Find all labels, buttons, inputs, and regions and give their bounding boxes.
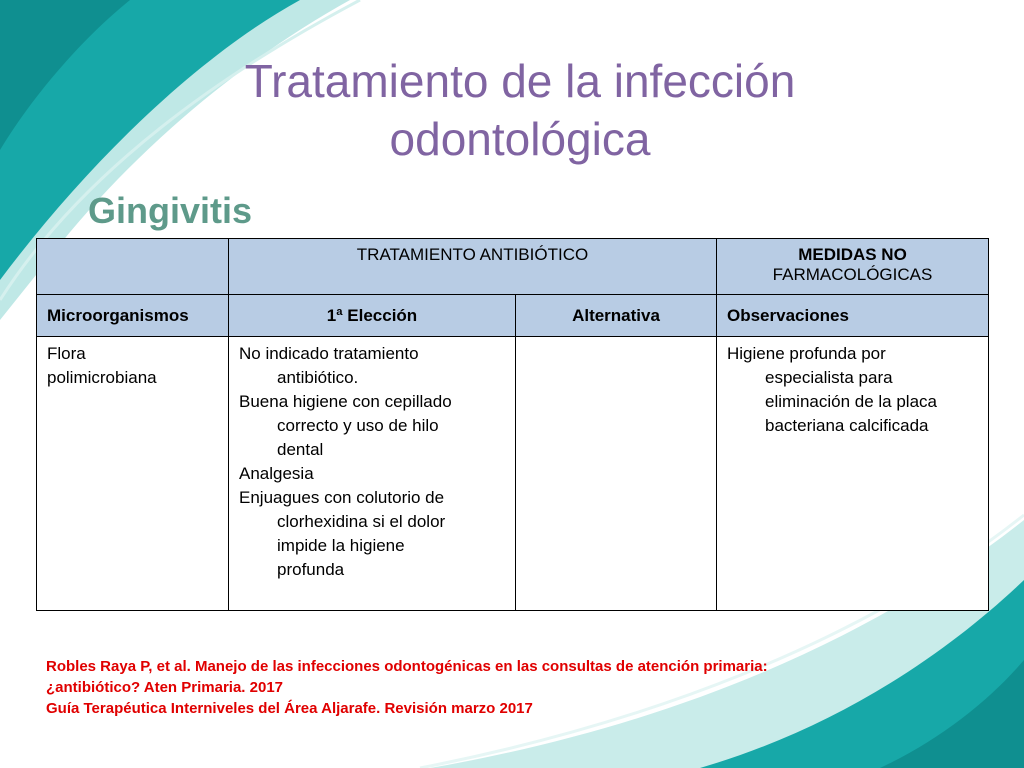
observations-line: eliminación de la placa xyxy=(765,392,937,411)
slide-title xyxy=(150,52,890,168)
microorganisms-line: polimicrobiana xyxy=(47,368,157,387)
observations-line: Higiene profunda por xyxy=(727,344,886,363)
first-choice-line: Analgesia xyxy=(239,464,314,483)
group-header-blank xyxy=(37,239,229,295)
column-header-observations: Observaciones xyxy=(717,295,989,337)
group-header-non-pharma-line2: FARMACOLÓGICAS xyxy=(772,265,933,284)
reference-line: ¿antibiótico? Aten Primaria. 2017 xyxy=(46,679,284,696)
observations-line: bacteriana calcificada xyxy=(765,416,929,435)
cell-microorganisms xyxy=(37,337,229,611)
treatment-table xyxy=(36,238,989,611)
cell-first-choice xyxy=(229,337,516,611)
reference-line: Robles Raya P, et al. Manejo de las infecciones odontogénicas en las consultas de atención primaria: xyxy=(46,658,768,675)
table-row xyxy=(37,337,989,611)
column-header-microorganisms: Microorganismos xyxy=(37,295,229,337)
table-group-header-row xyxy=(37,239,989,295)
references xyxy=(46,656,946,719)
first-choice-line: correcto y uso de hilo xyxy=(277,416,439,435)
first-choice-line: Enjuagues con colutorio de xyxy=(239,488,445,507)
first-choice-line: profunda xyxy=(277,560,345,579)
microorganisms-line: Flora xyxy=(47,344,86,363)
column-header-alternative: Alternativa xyxy=(516,295,717,337)
first-choice-line: impide la higiene xyxy=(277,536,405,555)
first-choice-line: clorhexidina si el dolor xyxy=(277,512,446,531)
group-header-non-pharma-line1: MEDIDAS NO xyxy=(798,245,907,264)
column-header-first-choice: 1ª Elección xyxy=(229,295,516,337)
slide-title-line1: Tratamiento de la infección xyxy=(244,55,796,107)
observations-line: especialista para xyxy=(765,368,893,387)
first-choice-line: antibiótico. xyxy=(277,368,359,387)
cell-alternative xyxy=(516,337,717,611)
first-choice-line: No indicado tratamiento xyxy=(239,344,419,363)
first-choice-line: Buena higiene con cepillado xyxy=(239,392,452,411)
first-choice-line: dental xyxy=(277,440,324,459)
group-header-antibiotic: TRATAMIENTO ANTIBIÓTICO xyxy=(229,239,717,295)
reference-line: Guía Terapéutica Interniveles del Área Aljarafe. Revisión marzo 2017 xyxy=(46,700,533,717)
slide-title-line2: odontológica xyxy=(389,113,651,165)
slide-subtitle: Gingivitis xyxy=(88,190,253,231)
group-header-non-pharma xyxy=(717,239,989,295)
cell-observations xyxy=(717,337,989,611)
table-column-header-row xyxy=(37,295,989,337)
